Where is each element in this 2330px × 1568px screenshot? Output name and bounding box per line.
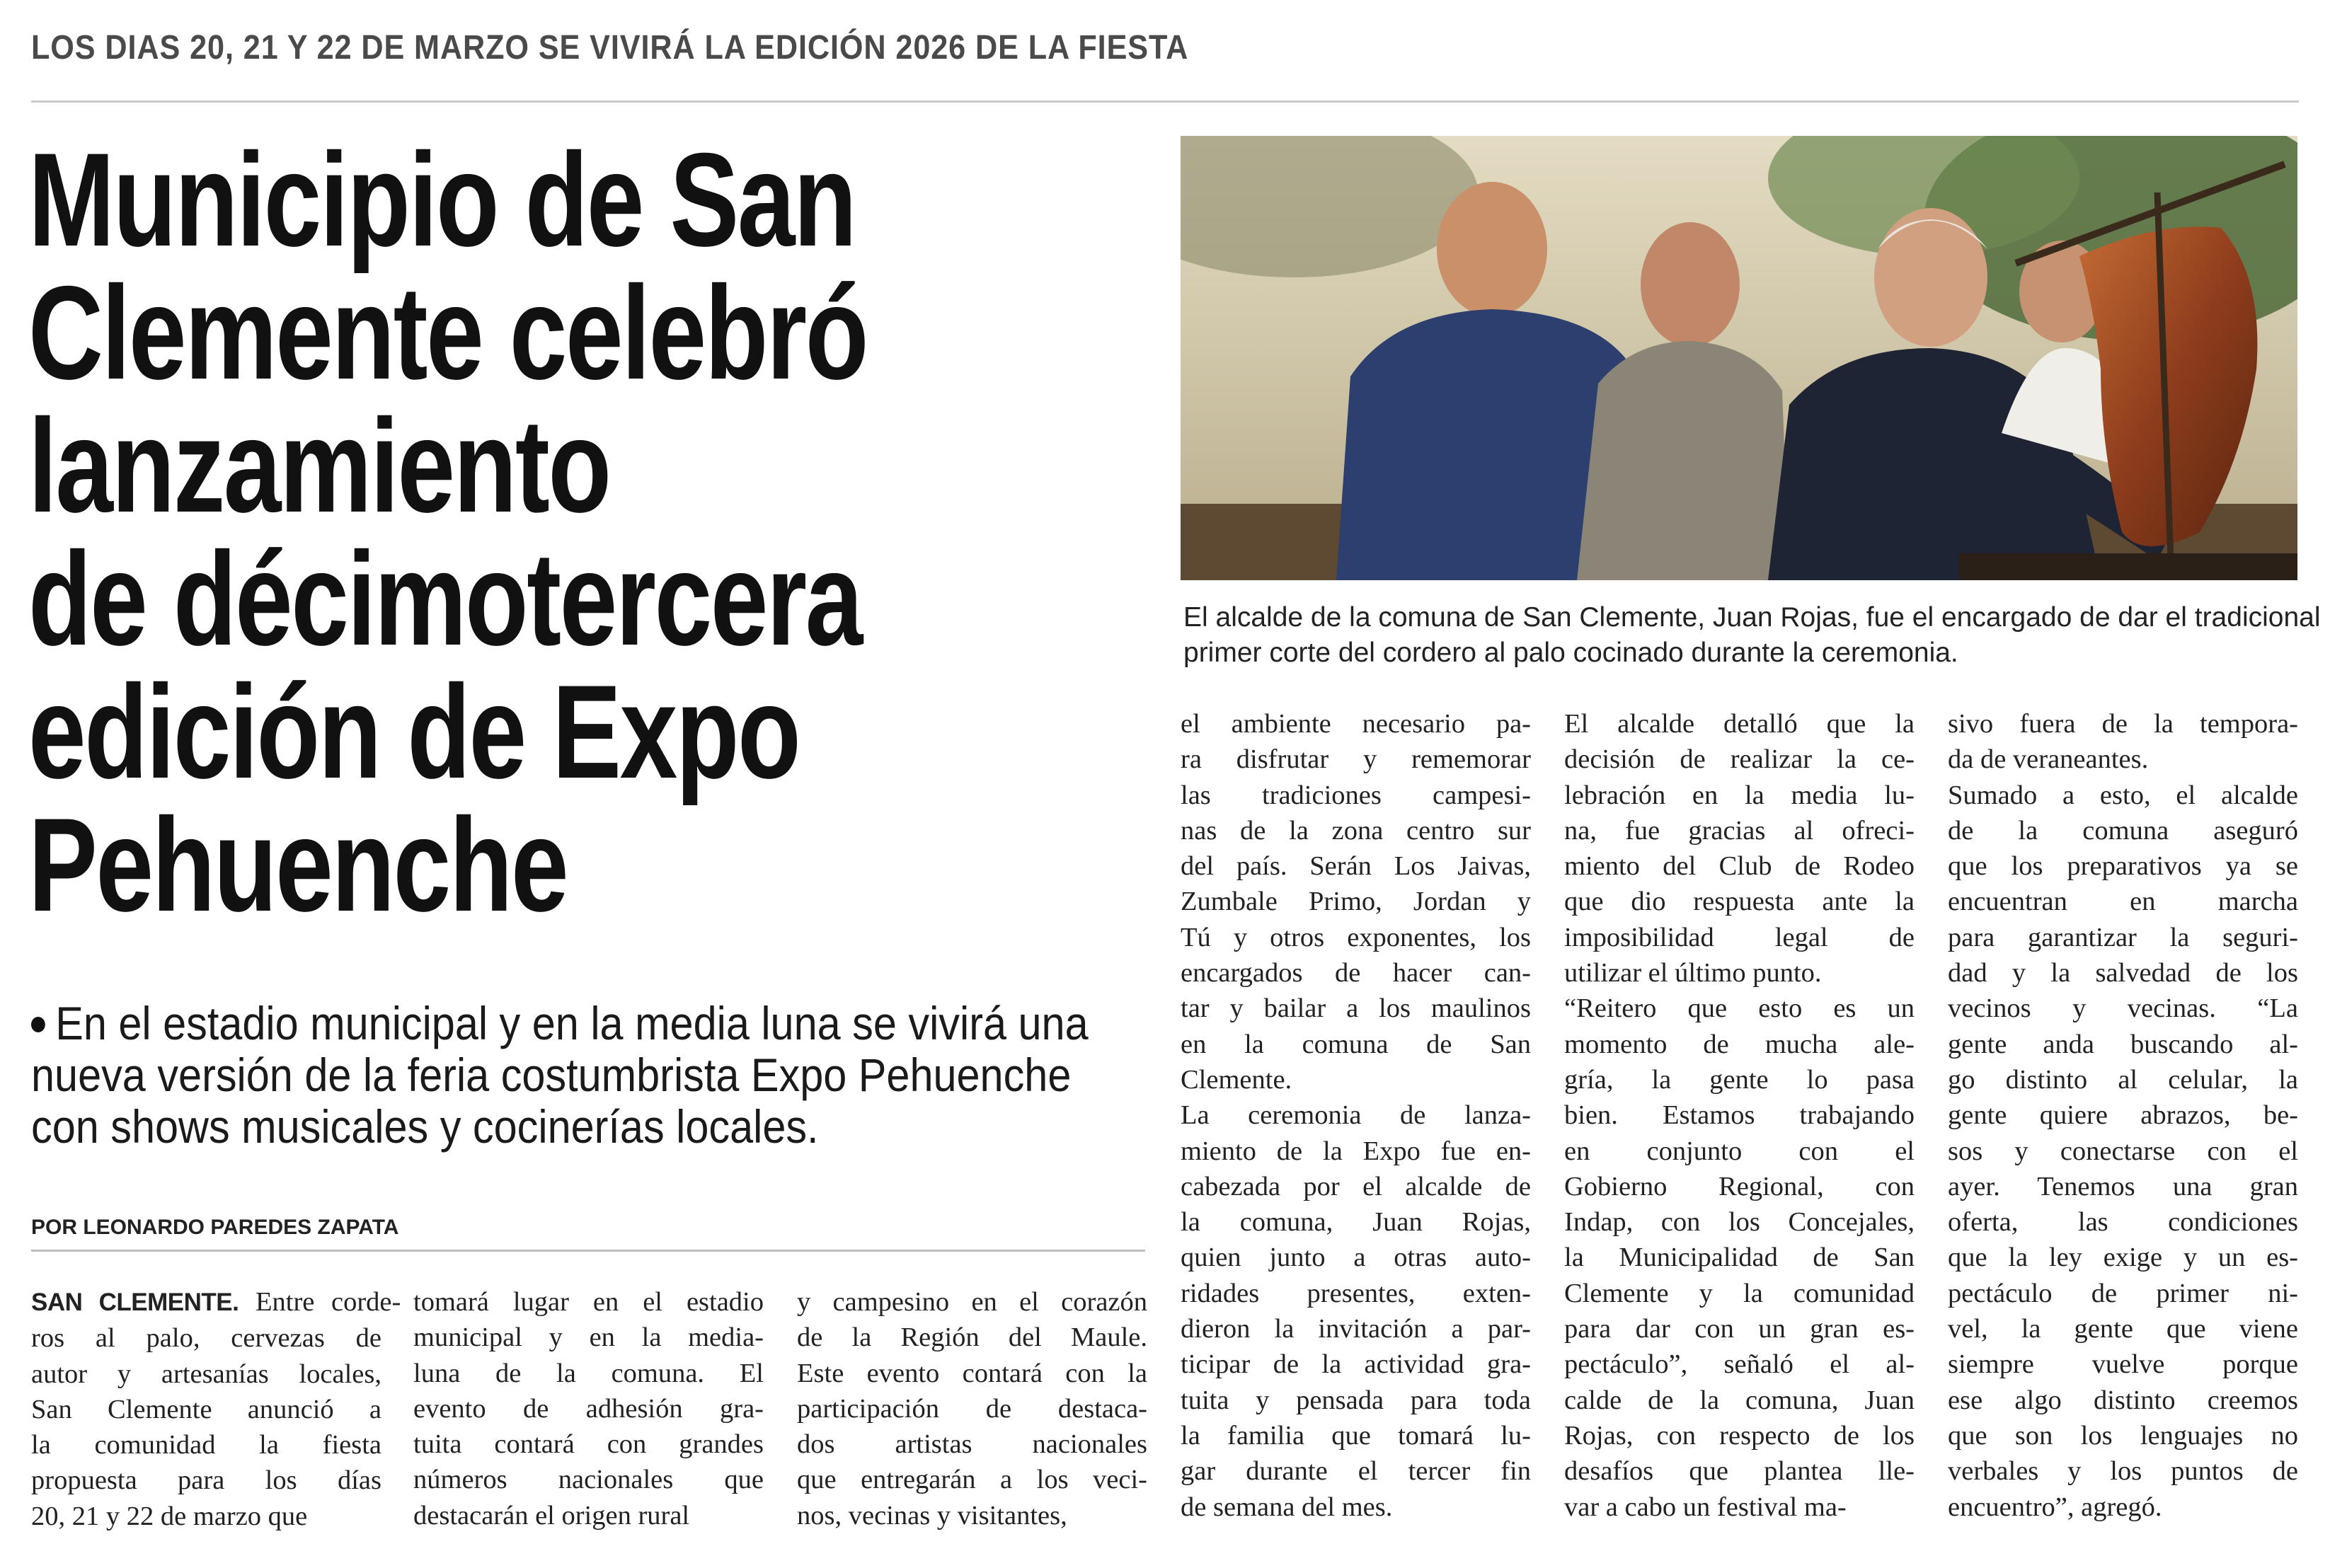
body-line: ese algo distinto creemos [1948,1385,2298,1415]
body-line: quien junto a otras auto- [1181,1243,1531,1273]
body-line: encargados de hacer can- [1181,958,1531,988]
body-line: Sumado a esto, el alcalde [1948,780,2298,810]
body-line: propuesta para los días [31,1465,381,1496]
body-line: ticipar de la actividad gra- [1181,1349,1531,1380]
body-line: que son los lenguajes no [1948,1420,2298,1451]
body-line: San Clemente anunció a [31,1394,381,1424]
body-line: la comuna, Juan Rojas, [1181,1207,1531,1238]
top-rule [31,100,2299,103]
body-line [31,1284,401,1320]
body-line: y campesino en el corazón [797,1287,1147,1317]
column-5 [1564,706,1915,1525]
summary-line: con shows musicales y cocinerías locales. [31,1100,819,1153]
body-line: en conjunto con el [1564,1136,1915,1166]
body-line: ra disfrutar y rememorar [1181,744,1531,775]
body-line: tomará lugar en el estadio [413,1287,764,1317]
body-line: las tradiciones campesi- [1181,780,1531,810]
body-line: Indap, con los Concejales, [1564,1207,1915,1238]
body-line: para dar con un gran es- [1564,1314,1915,1344]
headline-line: Municipio de San [28,125,856,274]
body-line: del país. Serán Los Jaivas, [1181,851,1531,882]
body-line: La ceremonia de lanza- [1181,1100,1531,1131]
body-line: da de veraneantes. [1948,744,2149,775]
body-line: Tú y otros exponentes, los [1181,922,1531,952]
body-line: calde de la comuna, Juan [1564,1385,1915,1415]
body-line: go distinto al celular, la [1948,1064,2298,1095]
summary-line: nueva versión de la feria costumbrista Expo Pehuenche [31,1049,1072,1101]
body-line: pectáculo de primer ni- [1948,1278,2298,1308]
body-line: bien. Estamos trabajando [1564,1100,1915,1131]
body-line: desafíos que plantea lle- [1564,1456,1915,1487]
body-line: miento del Club de Rodeo [1564,851,1915,882]
body-line: Clemente y la comunidad [1564,1278,1915,1308]
body-line: luna de la comuna. El [413,1358,764,1388]
body-line: nos, vecinas y visitantes, [797,1500,1067,1530]
body-line: dad y la salvedad de los [1948,958,2298,988]
body-line: tuita contará con grandes [413,1429,764,1460]
body-line: que entregarán a los veci- [797,1465,1147,1495]
headline-line: Clemente celebró [28,258,868,407]
bullet-icon [31,1017,45,1032]
body-line: siempre vuelve porque [1948,1349,2298,1380]
body-line: na, fue gracias al ofreci- [1564,815,1915,846]
body-line: el ambiente necesario pa- [1181,709,1531,739]
summary-line: En el estadio municipal y en la media luna se vivirá una [55,997,1089,1049]
body-line: “Reitero que esto es un [1564,993,1915,1024]
body-line: tuita y pensada para toda [1181,1385,1531,1415]
body-line: destacarán el origen rural [413,1500,690,1530]
body-line: ridades presentes, exten- [1181,1278,1531,1308]
column-4 [1181,706,1531,1525]
body-line: Rojas, con respecto de los [1564,1420,1915,1451]
body-line: verbales y los puntos de [1948,1456,2298,1487]
body-line: la comunidad la fiesta [31,1430,381,1460]
body-line: vel, la gente que viene [1948,1314,2298,1344]
body-line: var a cabo un festival ma- [1564,1492,1847,1522]
body-line: cabezada por el alcalde de [1181,1171,1531,1201]
body-line: gría, la gente lo pasa [1564,1064,1915,1095]
body-line: números nacionales que [413,1465,764,1495]
body-line: decisión de realizar la ce- [1564,744,1915,775]
body-line: momento de mucha ale- [1564,1029,1915,1059]
headline-line: edición de Expo [28,657,800,806]
body-line: Zumbale Primo, Jordan y [1181,887,1531,917]
body-line: nas de la zona centro sur [1181,815,1531,846]
body-line: Gobierno Regional, con [1564,1171,1915,1201]
body-line: participación de destaca- [797,1393,1147,1424]
body-line: El alcalde detalló que la [1564,709,1915,739]
photo-table [1959,553,2297,580]
body-line: dos artistas nacionales [797,1429,1147,1460]
person-head [1641,222,1740,347]
headline [28,125,890,939]
photo-caption [1183,600,2321,671]
headline-line: de décimotercera [28,524,861,673]
body-line: sos y conectarse con el [1948,1136,2298,1166]
body-line: para garantizar la seguri- [1948,922,2298,952]
body-line: sivo fuera de la tempora- [1948,709,2298,739]
dateline: SAN CLEMENTE. [31,1289,239,1316]
body-line: que dio respuesta ante la [1564,887,1915,917]
caption-line: El alcalde de la comuna de San Clemente, Juan Rojas, fue el encargado de dar el tradicional [1183,602,2321,633]
body-line: vecinos y vecinas. “La [1948,993,2298,1024]
body-line: de la Región del Maule. [797,1322,1147,1353]
body-line: miento de la Expo fue en- [1181,1136,1531,1166]
body-line: Este evento contará con la [797,1358,1147,1388]
body-line: encuentran en marcha [1948,887,2298,917]
byline-rule [31,1250,1145,1252]
kicker: LOS DIAS 20, 21 Y 22 DE MARZO SE VIVIRÁ LA EDICIÓN 2026 DE LA FIESTA [31,29,1189,67]
column-3 [797,1284,1147,1533]
body-line: imposibilidad legal de [1564,922,1915,952]
headline-line: Pehuenche [28,790,568,939]
body-text: Entre corde- [255,1287,401,1317]
person-body [1577,341,1789,580]
byline: POR LEONARDO PAREDES ZAPATA [31,1216,399,1239]
summary [31,997,1089,1153]
body-line: ros al palo, cervezas de [31,1323,381,1354]
person-head [1874,208,1987,347]
headline-line: lanzamiento [28,391,610,540]
body-line: gente anda buscando al- [1948,1029,2298,1059]
body-line: tar y bailar a los maulinos [1181,993,1531,1024]
body-line: pectáculo”, señaló el al- [1564,1349,1915,1380]
article-photo [1181,136,2297,580]
body-line: gente quiere abrazos, be- [1948,1100,2298,1131]
column-2 [413,1284,764,1533]
body-line: de la comuna aseguró [1948,815,2298,846]
body-line: utilizar el último punto. [1564,958,1822,988]
person-head [1437,182,1547,316]
body-line: lebración en la media lu- [1564,780,1915,810]
body-line: en la comuna de San [1181,1029,1531,1059]
body-line: encuentro”, agregó. [1948,1492,2162,1522]
body-line: ayer. Tenemos una gran [1948,1171,2298,1201]
body-line: gar durante el tercer fin [1181,1456,1531,1487]
column-1 [31,1284,401,1534]
body-line: municipal y en la media- [413,1322,764,1353]
body-line: 20, 21 y 22 de marzo que [31,1501,308,1531]
body-line: la familia que tomará lu- [1181,1420,1531,1451]
body-line: dieron la invitación a par- [1181,1314,1531,1344]
body-line: que los preparativos ya se [1948,851,2298,882]
body-line: evento de adhesión gra- [413,1393,764,1424]
body-line: que la ley exige y un es- [1948,1243,2298,1273]
body-line: autor y artesanías locales, [31,1359,381,1389]
photo-illustration [1181,136,2297,580]
caption-line: primer corte del cordero al palo cocinado durante la ceremonia. [1183,638,1958,668]
body-line: de semana del mes. [1181,1492,1393,1522]
body-line: oferta, las condiciones [1948,1207,2298,1238]
column-6 [1948,706,2298,1525]
body-line: Clemente. [1181,1064,1292,1095]
body-line: la Municipalidad de San [1564,1243,1915,1273]
